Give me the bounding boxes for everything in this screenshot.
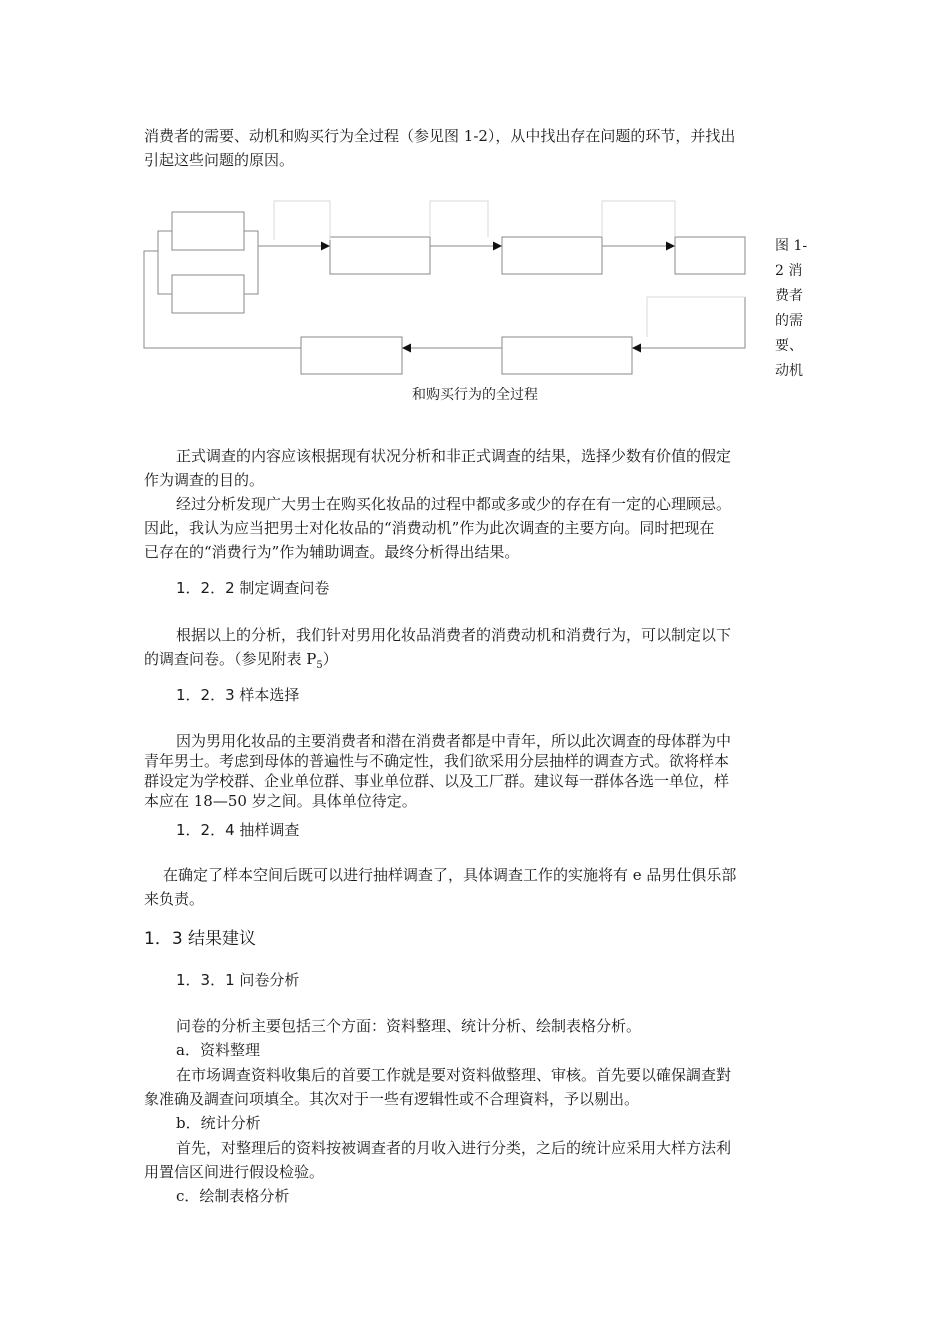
p3-line-1: 根据以上的分析，我们针对男用化妆品消费者的消费动机和消费行为，可以制定以下 — [176, 626, 732, 644]
label-frame-2 — [430, 201, 488, 237]
label-b: b．统计分析 — [176, 1114, 261, 1132]
p4-line-1: 因为男用化妆品的主要消费者和潜在消费者都是中青年，所以此次调查的母体群为中 — [176, 732, 732, 750]
label-a: a．资料整理 — [176, 1041, 260, 1059]
need-box-bottom — [172, 275, 244, 313]
a-line-2: 象准确及調查问项填全。其次对于一些有逻辑性或不合理資料，予以剔出。 — [144, 1090, 640, 1108]
heading-1-2-2: 1．2．2 制定调查问卷 — [176, 579, 330, 597]
process-box-1 — [330, 237, 430, 274]
a-line-1: 在市场调查资料收集后的首要工作就是要对资料做整理、审核。首先要以確保調查對 — [176, 1066, 732, 1084]
arrowhead-3 — [666, 242, 675, 251]
arrowhead-1 — [321, 242, 330, 251]
heading-1-3: 1．3 结果建议 — [144, 929, 257, 949]
label-frame-3 — [602, 201, 675, 237]
p5-line-2: 来负责。 — [144, 890, 205, 908]
intro-line-1: 消费者的需要、动机和购买行为全过程（参见图 1-2），从中找出存在问题的环节，并找出 — [144, 127, 736, 145]
process-box-2 — [502, 237, 602, 274]
p3-line-2 — [144, 648, 808, 677]
p4-line-2: 青年男士。考虑到母体的普遍性与不确定性，我们欲采用分层抽样的调查方式。欲将样本 — [144, 752, 730, 770]
p3-line-2-sub: 5 — [316, 660, 323, 671]
label-frame-1 — [274, 201, 330, 240]
left-bracket — [158, 231, 172, 294]
p6: 问卷的分析主要包括三个方面：资料整理、统计分析、绘制表格分析。 — [176, 1017, 642, 1035]
p5-line-1: 在确定了样本空间后既可以进行抽样调查了，具体调查工作的实施将有 e 品男仕俱乐部 — [163, 866, 737, 884]
side-caption-2: 2 消 — [775, 263, 803, 279]
heading-1-2-3: 1．2．3 样本选择 — [176, 686, 300, 704]
heading-1-3-1: 1．3．1 问卷分析 — [176, 971, 300, 989]
p2-line-3: 已存在的“消费行为”作为辅助调查。最终分析得出结果。 — [144, 543, 520, 561]
return-box-left — [301, 337, 402, 374]
heading-1-2-4: 1．2．4 抽样调查 — [176, 821, 300, 839]
label-frame-4 — [647, 297, 745, 337]
return-box-right — [502, 337, 632, 374]
feedback-line-left — [144, 251, 301, 348]
p3-line-2-main: 的调查问卷。（参见附表 P — [144, 650, 317, 668]
arrowhead-5 — [402, 344, 411, 353]
feedback-line-right — [640, 297, 745, 348]
side-caption-4: 的需 — [775, 313, 803, 329]
side-caption-1: 图 1- — [775, 238, 808, 254]
label-c: c．绘制表格分析 — [176, 1187, 290, 1205]
process-box-3 — [675, 237, 745, 274]
b-line-2: 用置信区间进行假设检验。 — [144, 1163, 325, 1181]
side-caption-3: 费者 — [775, 288, 803, 304]
right-bracket — [244, 231, 258, 294]
p1-line-2: 作为调查的目的。 — [144, 471, 265, 489]
side-caption-6: 动机 — [775, 363, 803, 379]
p4-line-4: 本应在 18—50 岁之间。具体单位待定。 — [144, 792, 417, 810]
figure-side-caption — [775, 234, 809, 384]
need-box-top — [172, 212, 244, 250]
b-line-1: 首先，对整理后的资料按被调查者的月收入进行分类，之后的统计应采用大样方法利 — [176, 1139, 732, 1157]
side-caption-5: 要、 — [775, 338, 803, 354]
arrowhead-2 — [493, 242, 502, 251]
intro-line-2: 引起这些问题的原因。 — [144, 151, 295, 169]
p3-line-2-end: ） — [322, 650, 338, 668]
arrowhead-4 — [632, 344, 641, 353]
figure-bottom-caption: 和购买行为的全过程 — [412, 387, 538, 403]
p4-line-3: 群设定为学校群、企业单位群、事业单位群、以及工厂群。建议每一群体各选一单位，样 — [144, 772, 730, 790]
p1-line-1: 正式调查的内容应该根据现有状况分析和非正式调查的结果，选择少数有价值的假定 — [176, 447, 732, 465]
p2-line-2: 因此，我认为应当把男士对化妆品的“消费动机”作为此次调查的主要方向。同时把现在 — [144, 519, 715, 537]
p2-line-1: 经过分析发现广大男士在购买化妆品的过程中都或多或少的存在有一定的心理顾忌。 — [176, 495, 732, 513]
